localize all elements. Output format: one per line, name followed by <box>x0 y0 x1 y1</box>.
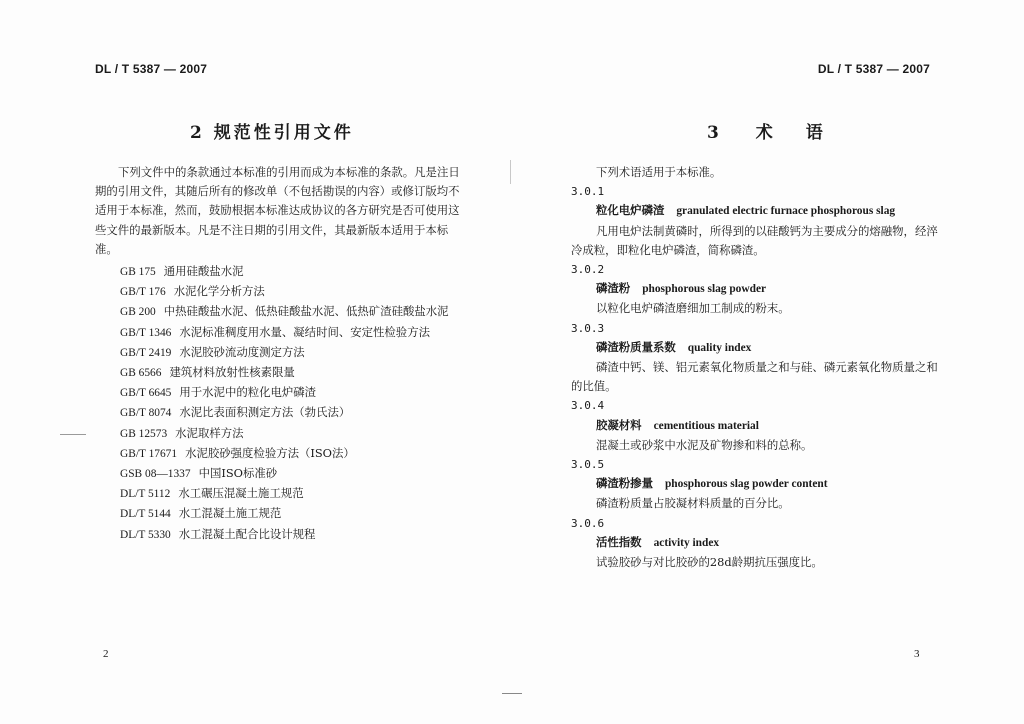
term-heading: 磷渣粉质量系数 quality index <box>596 339 752 354</box>
term-definition: 混凝土或砂浆中水泥及矿物掺和料的总称。 <box>596 437 813 452</box>
running-header: DL / T 5387 — 2007 <box>817 62 930 76</box>
reference-item: GB/T 1346 水泥标准稠度用水量、凝结时间、安定性检验方法 <box>120 324 430 339</box>
reference-item: GB 200 中热硅酸盐水泥、低热硅酸盐水泥、低热矿渣硅酸盐水泥 <box>120 304 449 319</box>
page-number: 3 <box>914 648 920 660</box>
scan-speck <box>510 160 511 184</box>
reference-item: GSB 08—1337 中国ISO标准砂 <box>120 466 278 481</box>
term-definition: 以粒化电炉磷渣磨细加工制成的粉末。 <box>596 301 790 316</box>
terms-intro: 下列术语适用于本标准。 <box>596 165 722 179</box>
reference-item: GB 6566 建筑材料放射性核素限量 <box>120 365 295 380</box>
term-heading: 粒化电炉磷渣 granulated electric furnace phosphorous slag <box>596 203 896 218</box>
reference-item: GB 12573 水泥取样方法 <box>120 425 244 440</box>
clause-number: 3.0.1 <box>571 185 605 199</box>
term-definition: 试验胶砂与对比胶砂的28d龄期抗压强度比。 <box>596 555 823 570</box>
term-definition: 磷渣粉质量占胶凝材料质量的百分比。 <box>596 496 790 511</box>
intro-paragraph: 下列文件中的条款通过本标准的引用而成为本标准的条款。凡是注日期的引用文件，其随后所有的修改单（不包括勘误的内容）或修订版均不适用于本标准，然而，鼓励根据本标准达成协议的各方研究是否可使用这些文件的最新版本。凡是不注日期的引用文件，其最新版本适用于本标准。 <box>95 165 460 256</box>
term-heading: 胶凝材料 cementitious material <box>596 417 759 432</box>
reference-item: GB/T 8074 水泥比表面积测定方法（勃氏法） <box>120 405 351 420</box>
clause-number: 3.0.2 <box>571 263 605 277</box>
scan-speck <box>502 693 522 694</box>
term-definition: 凡用电炉法制黄磷时，所得到的以硅酸钙为主要成分的熔融物，经淬冷成粒，即粒化电炉磷渣，简称磷渣。 <box>571 223 938 257</box>
section-title: 2 规范性引用文件 <box>190 123 354 143</box>
terms-list <box>571 163 946 572</box>
reference-item: GB/T 176 水泥化学分析方法 <box>120 284 265 299</box>
running-header: DL / T 5387 — 2007 <box>95 62 208 76</box>
reference-item: DL/T 5144 水工混凝土施工规范 <box>120 506 282 521</box>
clause-number: 3.0.4 <box>571 399 605 413</box>
reference-item: GB/T 2419 水泥胶砂流动度测定方法 <box>120 344 305 359</box>
right-page <box>512 0 1024 724</box>
term-heading: 磷渣粉掺量 phosphorous slag powder content <box>596 476 828 491</box>
reference-list <box>95 262 460 545</box>
clause-number: 3.0.3 <box>571 321 605 335</box>
reference-item: DL/T 5330 水工混凝土配合比设计规程 <box>120 526 316 541</box>
scan-speck <box>60 434 86 435</box>
term-heading: 活性指数 activity index <box>596 534 720 549</box>
clause-number: 3.0.5 <box>571 458 605 472</box>
reference-item: DL/T 5112 水工碾压混凝土施工规范 <box>120 486 304 501</box>
reference-item: GB/T 17671 水泥胶砂强度检验方法（ISO法） <box>120 445 355 460</box>
term-definition: 磷渣中钙、镁、铝元素氧化物质量之和与硅、磷元素氧化物质量之和的比值。 <box>571 360 938 394</box>
section-title: 3 术 语 <box>707 123 826 143</box>
page-number: 2 <box>103 648 109 660</box>
reference-item: GB/T 6645 用于水泥中的粒化电炉磷渣 <box>120 385 317 400</box>
term-heading: 磷渣粉 phosphorous slag powder <box>596 281 767 296</box>
clause-number: 3.0.6 <box>571 516 605 530</box>
reference-item: GB 175 通用硅酸盐水泥 <box>120 264 244 278</box>
